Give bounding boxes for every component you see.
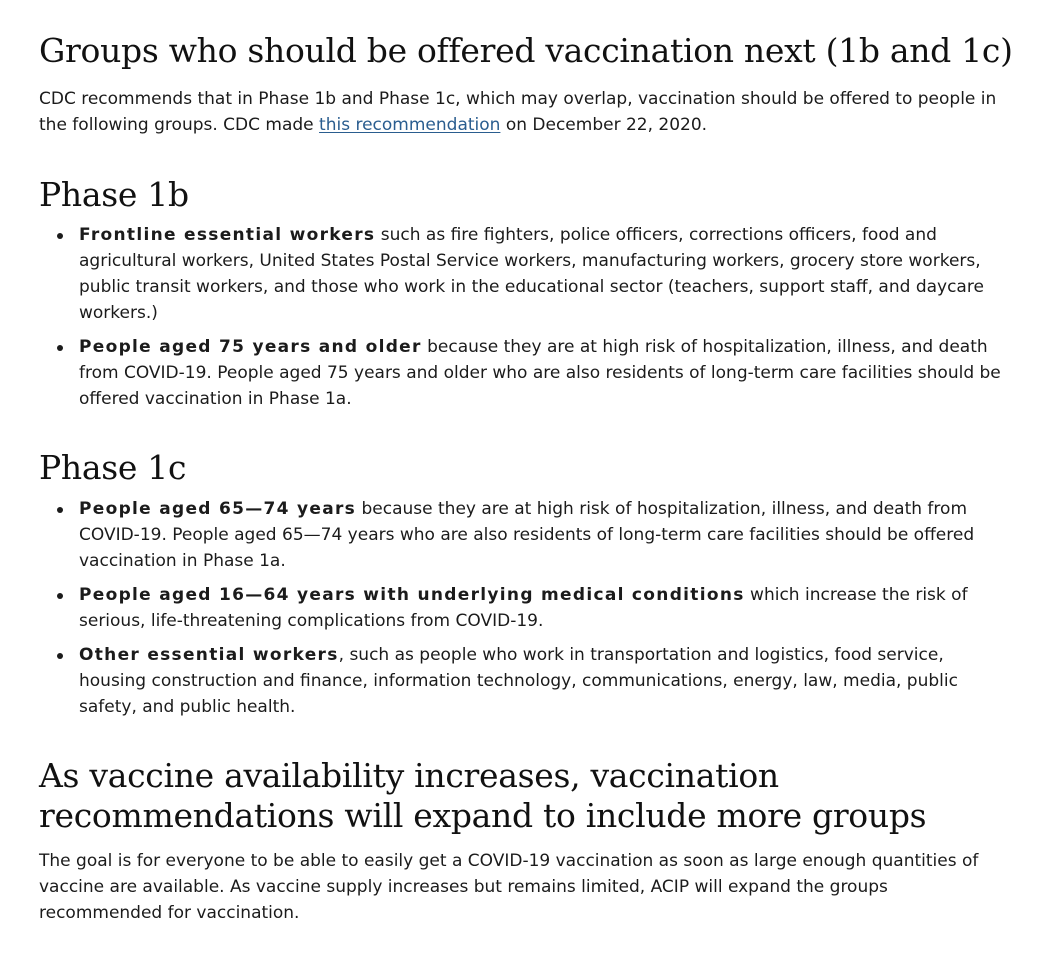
bullet-icon (57, 593, 63, 599)
phase-1c-list (39, 496, 1014, 728)
list-item (39, 222, 1014, 326)
list-item-text: because they are at high risk of hospitalization, illness, and death from COVID-19. People aged 65—74 years who are also residents of long-term care facilities should be offered vaccination in Phase 1a. (79, 499, 975, 571)
page-title: Groups who should be offered vaccination next (1b and 1c) (39, 31, 1013, 70)
intro-text-before: CDC recommends that in Phase 1b and Phase 1c, which may overlap, vaccination should be offered to people in the following groups. CDC made (39, 89, 997, 135)
list-item-text: , such as people who work in transportation and logistics, food service, housing construction and finance, information technology, communications, energy, law, media, public safety, and public health. (79, 645, 958, 717)
bullet-icon (57, 233, 63, 239)
list-item-text: because they are at high risk of hospitalization, illness, and death from COVID-19. People aged 75 years and older who are also residents of long-term care facilities should be offered vaccination in Phase 1a. (79, 337, 1001, 409)
phase-1b-list (39, 222, 1014, 420)
intro-text-after: on December 22, 2020. (500, 115, 708, 135)
list-item (39, 642, 1014, 720)
bullet-icon (57, 345, 63, 351)
list-item-term: Other essential workers (79, 645, 339, 665)
list-item-term: Frontline essential workers (79, 225, 376, 245)
phase-1c-heading: Phase 1c (39, 448, 187, 487)
list-item (39, 582, 1014, 634)
intro-paragraph (39, 86, 999, 138)
list-item-term: People aged 75 years and older (79, 337, 422, 357)
list-item (39, 334, 1014, 412)
bullet-icon (57, 653, 63, 659)
outro-paragraph: The goal is for everyone to be able to easily get a COVID-19 vaccination as soon as large enough quantities of vaccine are available. As vaccine supply increases but remains limited, ACIP will expand the groups recommended for vaccination. (39, 851, 979, 923)
list-item (39, 496, 1014, 574)
phase-1b-heading: Phase 1b (39, 175, 189, 214)
availability-heading: As vaccine availability increases, vaccination recommendations will expand to include more groups (39, 756, 927, 835)
list-item-term: People aged 65—74 years (79, 499, 357, 519)
list-item-text: such as fire fighters, police officers, corrections officers, food and agricultural workers, United States Postal Service workers, manufacturing workers, grocery store workers, public transit workers, and those who work in the educational sector (teachers, support staff, and daycare workers.) (79, 225, 984, 323)
list-item-text: which increase the risk of serious, life-threatening complications from COVID-19. (79, 585, 968, 631)
bullet-icon (57, 507, 63, 513)
recommendation-link[interactable]: this recommendation (319, 115, 501, 135)
list-item-term: People aged 16—64 years with underlying medical conditions (79, 585, 745, 605)
